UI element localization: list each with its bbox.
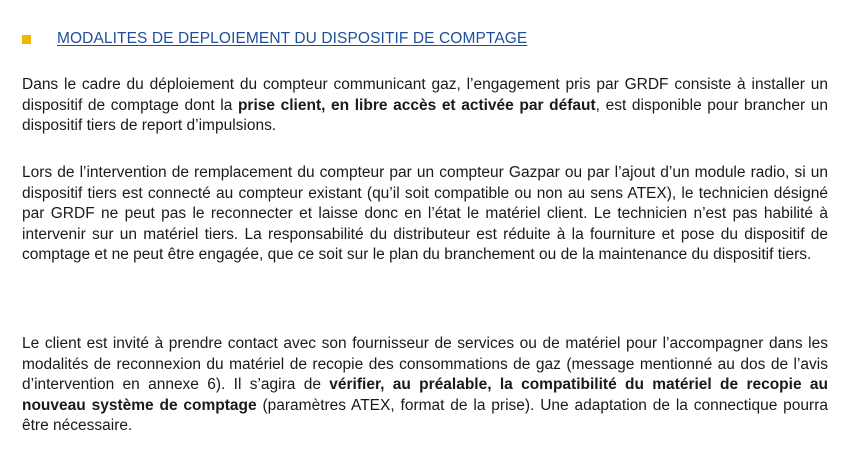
section-heading xyxy=(22,30,527,48)
paragraph-2: Lors de l’intervention de remplacement du compteur par un compteur Gazpar ou par l’ajout d’un module radio, si un dispositif tiers est connecté au compteur existant (qu’il soit compatible ou non au sens ATEX), le technicien désigné par GRDF ne peut pas le reconnecter et laisse donc en l’état le matériel client. Le technicien n’est pas habilité à intervenir sur un matériel tiers. La responsabilité du distributeur est réduite à la fourniture et pose du dispositif de comptage et ne peut être engagée, que ce soit sur le plan du branchement ou de la maintenance du dispositif tiers. xyxy=(22,164,828,263)
paragraph-3-text-b: (paramètres ATEX, format de la prise). Une adaptation de la connectique pourra être nécessaire. xyxy=(22,396,828,434)
square-bullet-icon xyxy=(22,35,31,44)
section-title: MODALITES DE DEPLOIEMENT DU DISPOSITIF DE COMPTAGE xyxy=(57,30,528,47)
paragraph-1 xyxy=(22,75,828,137)
paragraph-1-bold: prise client, en libre accès et activée par défaut xyxy=(237,96,596,114)
paragraph-3-bold: vérifier, au préalable, la compatibilité du matériel de recopie au nouveau système de comptage xyxy=(22,376,828,414)
paragraph-3-text-a: Le client est invité à prendre contact avec son fournisseur de services ou de matériel pour l’accompagner dans les modalités de reconnexion du matériel de recopie des consommations de gaz (message mentionné au dos de l’avis d’intervention en annexe 6). Il s’agira de xyxy=(22,335,828,393)
paragraph-1-text-b: , est disponible pour brancher un dispositif tiers de report d’impulsions. xyxy=(22,96,828,134)
paragraph-3 xyxy=(22,334,828,437)
paragraph-1-text-a: Dans le cadre du déploiement du compteur communicant gaz, l’engagement pris par GRDF consiste à installer un dispositif de comptage dont la xyxy=(22,76,828,114)
